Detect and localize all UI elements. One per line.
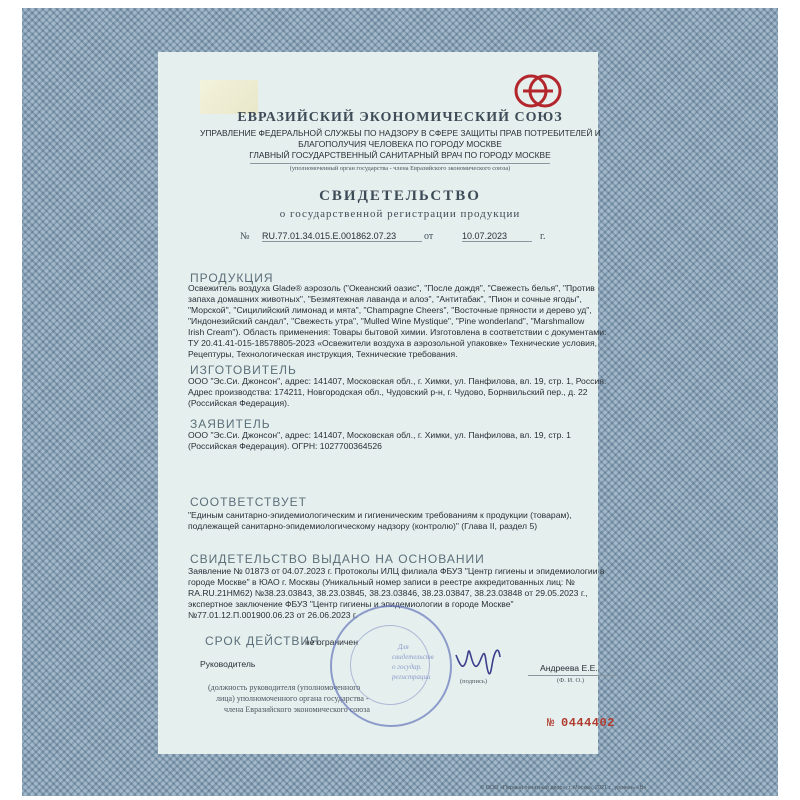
stamp-text-1: Для (398, 643, 409, 651)
serial-number: 0444402 (561, 716, 615, 730)
product-line-5: Irish Cream"). Область применения: Товары бытовой химии. Изготовлена в соответствии с документами: (188, 327, 607, 337)
manufacturer-line-2: Адрес производства: 174211, Новгородская обл., Чудовский р-н, г. Чудово, Борнвильский пер., д. 22 (188, 387, 588, 397)
basis-heading: СВИДЕТЕЛЬСТВО ВЫДАНО НА ОСНОВАНИИ (190, 552, 485, 566)
eac-logo-icon (513, 73, 563, 109)
official-stamp (330, 605, 452, 727)
signature-caption: (подпись) (460, 678, 487, 685)
product-line-1: Освежитель воздуха Glade® аэрозоль ("Океанский оазис", "После дождя", "Свежесть белья", "Против (188, 283, 595, 293)
union-title: ЕВРАЗИЙСКИЙ ЭКОНОМИЧЕСКИЙ СОЮЗ (237, 110, 563, 125)
signatory-name: Андреева Е.Е. (540, 663, 598, 673)
manufacturer-line-1: ООО "Эс.Си. Джонсон", адрес: 141407, Московская обл., г. Химки, ул. Панфилова, вл. 19, стр. 1, Россия. (188, 376, 607, 386)
authority-line-3: ГЛАВНЫЙ ГОСУДАРСТВЕННЫЙ САНИТАРНЫЙ ВРАЧ ПО ГОРОДУ МОСКВЕ (249, 150, 551, 160)
name-caption: (Ф. И. О.) (557, 677, 584, 684)
printer-footer: © ООО «Первый печатный двор», г. Москва, 2021 г., уровень «В» (480, 785, 647, 791)
certificate-date: 10.07.2023 (462, 231, 532, 242)
basis-line-3: RA.RU.21НМ62) №38.23.03843, 38.23.03845, 38.23.03846, 38.23.03847, 38.23.03848 от 29.05.2023 г., (188, 588, 588, 598)
manufacturer-line-3: (Российская Федерация). (188, 398, 290, 408)
conformity-heading: СООТВЕТСТВУЕТ (190, 495, 307, 509)
stamp-text-4: регистрации (392, 673, 431, 681)
stamp-text-2: свидетельств (392, 653, 434, 661)
basis-line-5: №77.01.12.П.001900.06.23 от 26.06.2023 г. (188, 610, 358, 620)
product-heading: ПРОДУКЦИЯ (190, 271, 274, 285)
position-note-2: лица) уполномоченного органа государства - (216, 694, 369, 703)
certificate-number: RU.77.01.34.015.Е.001862.07.23 (262, 231, 422, 242)
product-line-3: "Морской", "Сицилийский лимонад и мята", "Champagne Cheers", "Восточные пряности и дерево уд", (188, 305, 592, 315)
validity-value: не ограничен (305, 637, 358, 647)
head-label: Руководитель (200, 659, 256, 669)
manufacturer-heading: ИЗГОТОВИТЕЛЬ (190, 363, 297, 377)
applicant-heading: ЗАЯВИТЕЛЬ (190, 417, 271, 431)
authority-line-1: УПРАВЛЕНИЕ ФЕДЕРАЛЬНОЙ СЛУЖБЫ ПО НАДЗОРУ В СФЕРЕ ЗАЩИТЫ ПРАВ ПОТРЕБИТЕЛЕЙ И (200, 128, 601, 138)
name-line (528, 675, 618, 676)
product-line-7: Рецептуры, Технологическая инструкция, Технические требования. (188, 349, 458, 359)
position-note-1: (должность руководителя (уполномоченного (208, 683, 361, 692)
validity-heading: СРОК ДЕЙСТВИЯ (205, 634, 320, 648)
certificate-title: СВИДЕТЕЛЬСТВО (319, 188, 481, 204)
serial-prefix: № (547, 716, 555, 730)
date-suffix: г. (540, 231, 546, 242)
authority-line-2: БЛАГОПОЛУЧИЯ ЧЕЛОВЕКА ПО ГОРОДУ МОСКВЕ (298, 139, 502, 149)
product-line-6: ТУ 20.41.41-015-18578805-2023 «Освежители воздуха в аэрозольной упаковке» Технические условия, (188, 338, 598, 348)
stamp-text-3: о государ. (392, 663, 422, 671)
authority-note: (уполномоченный орган государства - члена Евразийского экономического союза) (250, 163, 550, 172)
applicant-line-1: ООО "Эс.Си. Джонсон", адрес: 141407, Московская обл., г. Химки, ул. Панфилова, вл. 19, стр. 1 (188, 430, 571, 440)
number-prefix: № (240, 231, 250, 242)
basis-line-1: Заявление № 01873 от 04.07.2023 г. Протоколы ИЛЦ филиала ФБУЗ "Центр гигиены и эпидемиологии в (188, 566, 605, 576)
product-line-2: запаха домашних животных", "Безмятежная лаванда и алоэ", "Антитабак", "Пион и сочные ягоды", (188, 294, 582, 304)
basis-line-2: городе Москве" в ЮАО г. Москвы (Уникальный номер записи в реестре аккредитованных лиц: № (188, 577, 575, 587)
product-line-4: "Индонезийский сандал", "Свежесть утра", "Mulled Wine Mystique", "Pine wonderland", "Marshmallow (188, 316, 585, 326)
basis-line-4: экспертное заключение ФБУЗ "Центр гигиены и эпидемиологии в городе Москве" (188, 599, 514, 609)
conformity-line-1: "Единым санитарно-эпидемиологическим и гигиеническим требованиям к продукции (товарам), (188, 510, 572, 520)
applicant-line-2: (Российская Федерация). ОГРН: 1027700364526 (188, 441, 382, 451)
hologram-patch (200, 80, 258, 114)
signature-mark (448, 635, 508, 683)
certificate-subtitle: о государственной регистрации продукции (279, 208, 521, 220)
date-prefix: от (424, 231, 434, 242)
position-note-3: члена Евразийского экономического союза (224, 705, 370, 714)
conformity-line-2: подлежащей санитарно-эпидемиологическому надзору (контролю)" (Глава II, раздел 5) (188, 521, 538, 531)
